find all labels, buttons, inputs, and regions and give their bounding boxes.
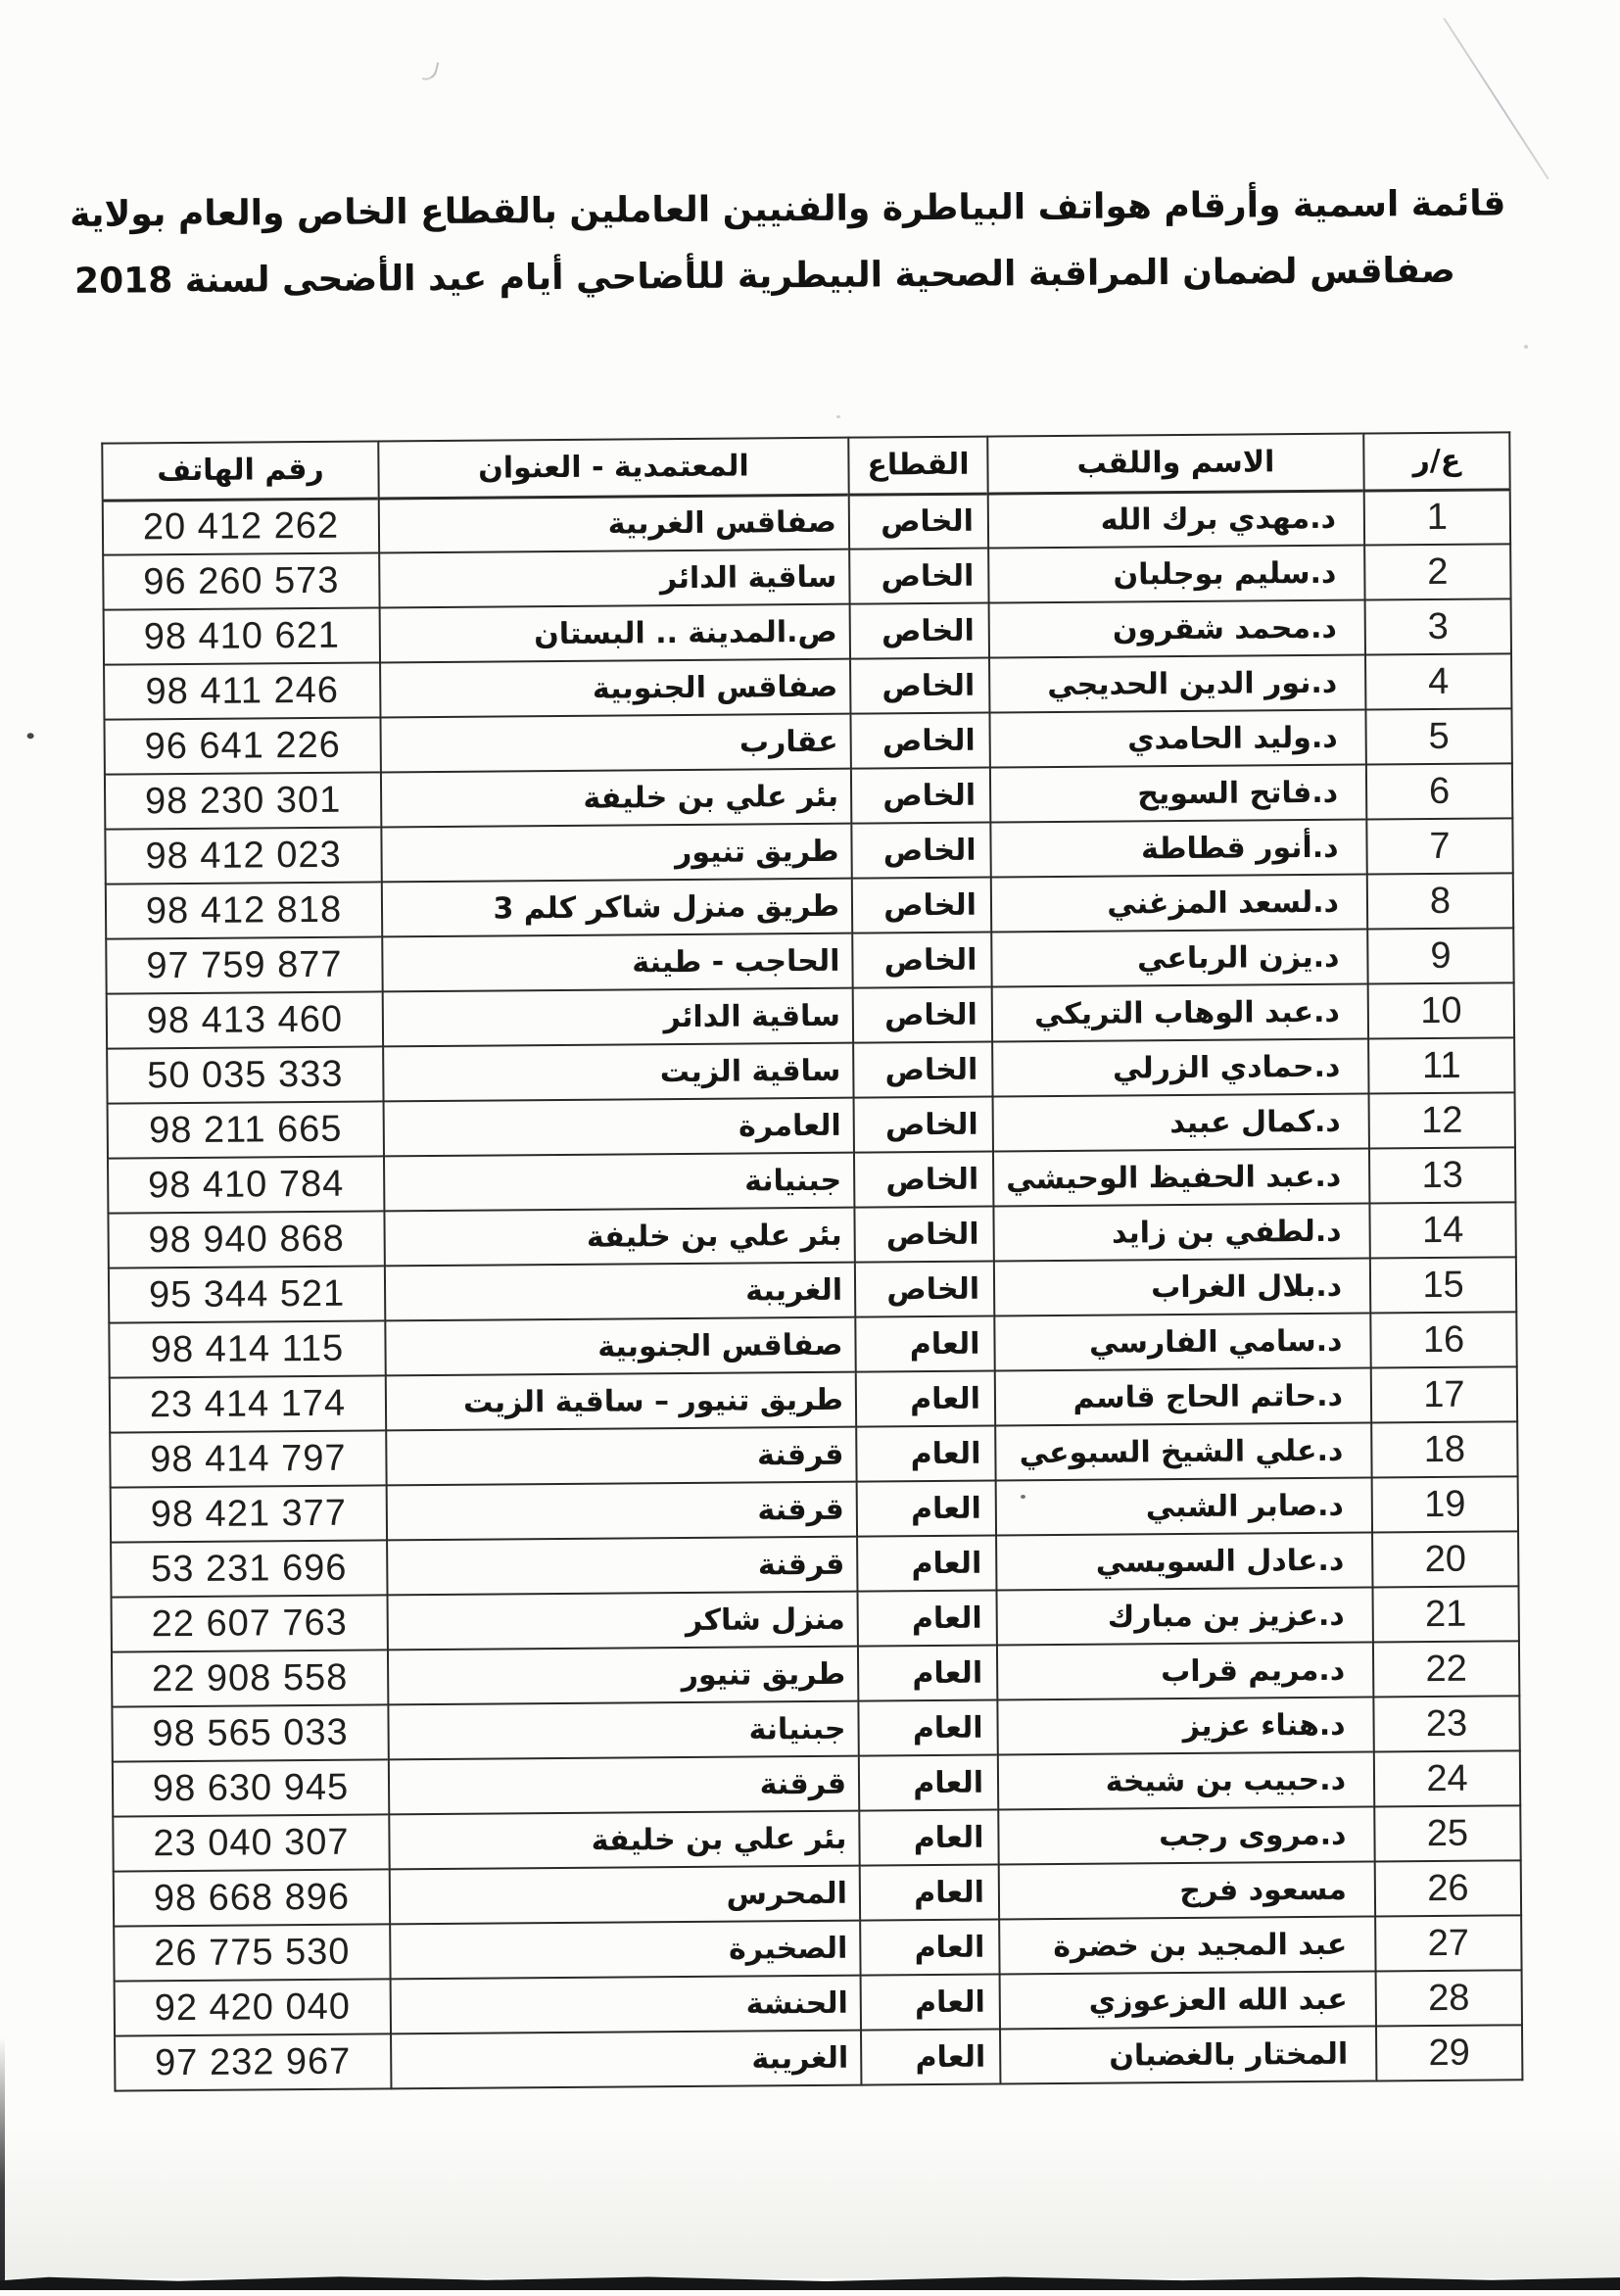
- cell-sector: الخاص: [854, 1207, 993, 1263]
- cell-index: 22: [1373, 1641, 1519, 1697]
- cell-address: ص.المدينة .. البستان: [380, 604, 850, 663]
- cell-address: قرقنة: [389, 1756, 859, 1815]
- cell-index: 20: [1372, 1531, 1518, 1587]
- cell-phone: 98 412 818: [106, 882, 382, 938]
- cell-index: 16: [1370, 1312, 1516, 1367]
- cell-name: د.كمال عبيد: [993, 1094, 1369, 1152]
- cell-phone: 20 412 262: [103, 498, 379, 554]
- cell-address: جبنيانة: [384, 1153, 854, 1212]
- document-title: [69, 170, 1506, 314]
- cell-sector: العام: [859, 1810, 998, 1866]
- cell-index: 11: [1368, 1037, 1514, 1093]
- cell-address: العامرة: [384, 1098, 854, 1157]
- cell-name: د.حمادي الزرلي: [992, 1039, 1368, 1097]
- cell-name: د.محمد شقرون: [989, 600, 1365, 658]
- cell-sector: العام: [855, 1316, 994, 1372]
- cell-sector: العام: [857, 1481, 996, 1537]
- cell-phone: 98 565 033: [112, 1704, 388, 1761]
- header-name: الاسم واللقب: [987, 434, 1363, 494]
- scan-speck: [1524, 345, 1528, 349]
- cell-sector: الخاص: [851, 823, 990, 879]
- cell-sector: العام: [858, 1700, 997, 1756]
- cell-sector: الخاص: [849, 494, 988, 550]
- cell-name: د.نور الدين الحديجي: [989, 655, 1365, 713]
- cell-address: طريق تنيور: [381, 824, 851, 883]
- cell-index: 17: [1371, 1366, 1517, 1422]
- cell-sector: الخاص: [854, 1152, 993, 1208]
- header-sector: القطاع: [848, 437, 987, 495]
- cell-name: د.سليم بوجلبان: [988, 546, 1364, 603]
- cell-sector: العام: [856, 1371, 995, 1427]
- cell-index: 14: [1369, 1202, 1515, 1258]
- cell-sector: العام: [857, 1591, 996, 1647]
- cell-name: د.صابر الشبي: [996, 1478, 1372, 1536]
- cell-phone: 98 412 023: [105, 827, 381, 884]
- cell-address: صفاقس الجنوبية: [380, 659, 850, 718]
- cell-name: د.وليد الحامدي: [989, 710, 1365, 768]
- cell-index: 21: [1372, 1586, 1518, 1642]
- cell-phone: 98 413 460: [107, 991, 383, 1048]
- cell-name: عبد المجيد بن خضرة: [999, 1916, 1375, 1974]
- cell-sector: العام: [861, 2030, 1000, 2085]
- cell-sector: العام: [856, 1426, 995, 1482]
- cell-index: 3: [1365, 598, 1511, 654]
- cell-index: 23: [1373, 1696, 1519, 1751]
- cell-index: 15: [1370, 1257, 1516, 1313]
- cell-name: د.هناء عزيز: [997, 1698, 1373, 1755]
- cell-address: بئر علي بن خليفة: [381, 769, 851, 828]
- cell-index: 13: [1369, 1147, 1515, 1203]
- cell-phone: 98 411 246: [104, 662, 380, 719]
- cell-name: د.حبيب بن شيخة: [998, 1752, 1374, 1810]
- cell-phone: 96 260 573: [103, 552, 379, 609]
- title-line-2: صفاقس لضمان المراقبة الصحية البيطرية للأضاحي أيام عيد الأضحى لسنة 2018: [73, 250, 1455, 302]
- cell-index: 8: [1367, 873, 1513, 929]
- header-index: ع/ر: [1363, 432, 1509, 490]
- cell-sector: الخاص: [853, 987, 992, 1043]
- cell-index: 1: [1364, 489, 1510, 545]
- cell-index: 24: [1374, 1750, 1520, 1806]
- cell-name: د.لسعد المزغني: [991, 875, 1367, 933]
- cell-address: قرقنة: [387, 1482, 857, 1541]
- cell-address: قرقنة: [387, 1537, 857, 1596]
- cell-index: 25: [1374, 1805, 1520, 1861]
- cell-phone: 98 230 301: [105, 772, 381, 829]
- cell-sector: الخاص: [850, 713, 989, 769]
- ink-dot-artifact: [27, 733, 34, 739]
- cell-name: د.سامي الفارسي: [994, 1314, 1370, 1371]
- cell-sector: الخاص: [849, 549, 988, 604]
- cell-name: مسعود فرج: [999, 1861, 1375, 1919]
- cell-address: عقارب: [380, 714, 850, 773]
- cell-name: د.علي الشيخ السبوعي: [995, 1423, 1371, 1481]
- cell-address: بئر علي بن خليفة: [384, 1208, 854, 1267]
- cell-name: د.مروى رجب: [998, 1806, 1374, 1864]
- cell-index: 28: [1376, 1970, 1522, 2026]
- cell-phone: 53 231 696: [111, 1540, 387, 1597]
- cell-phone: 23 040 307: [113, 1814, 389, 1871]
- cell-index: 12: [1369, 1092, 1515, 1148]
- cell-sector: العام: [860, 1920, 999, 1976]
- cell-address: الصخيرة: [390, 1921, 860, 1980]
- cell-address: صفاقس الغربية: [379, 495, 849, 553]
- cell-address: الغريبة: [391, 2031, 861, 2089]
- cell-sector: الخاص: [854, 1097, 993, 1153]
- cell-address: ساقية الزيت: [383, 1043, 853, 1102]
- cell-index: 5: [1365, 708, 1511, 764]
- cell-name: المختار بالغضبان: [1000, 2026, 1376, 2083]
- cell-sector: العام: [861, 1975, 1000, 2031]
- cell-address: طريق تنيور: [388, 1647, 858, 1705]
- header-address: المعتمدية - العنوان: [378, 438, 848, 499]
- cell-phone: 23 414 174: [110, 1375, 386, 1432]
- cell-phone: 97 232 967: [115, 2033, 391, 2090]
- cell-index: 2: [1364, 544, 1510, 599]
- cell-phone: 22 607 763: [112, 1595, 388, 1651]
- veterinarians-table: [101, 431, 1523, 2091]
- cell-index: 7: [1366, 818, 1512, 874]
- cell-phone: 22 908 558: [112, 1650, 388, 1706]
- cell-name: د.لطفي بن زايد: [993, 1204, 1369, 1262]
- cell-index: 18: [1371, 1421, 1517, 1477]
- cell-name: د.عبد الحفيظ الوحيشي: [993, 1149, 1369, 1207]
- cell-address: جبنيانة: [388, 1701, 858, 1760]
- cell-sector: العام: [858, 1646, 997, 1701]
- table-body: [103, 489, 1523, 2090]
- cell-sector: العام: [859, 1755, 998, 1811]
- cell-name: د.مهدي برك الله: [988, 491, 1364, 549]
- cell-index: 19: [1372, 1476, 1518, 1532]
- cell-address: طريق منزل شاكر كلم 3: [382, 879, 852, 937]
- cell-address: منزل شاكر: [388, 1592, 858, 1650]
- cell-address: ساقية الدائر: [383, 988, 853, 1047]
- cell-phone: 98 940 868: [108, 1211, 384, 1268]
- cell-phone: 98 414 797: [110, 1430, 386, 1487]
- cell-phone: 97 759 877: [106, 936, 382, 993]
- cell-name: د.عزيز بن مبارك: [996, 1588, 1372, 1646]
- cell-name: د.فاتح السويح: [990, 765, 1366, 823]
- cell-address: بئر علي بن خليفة: [389, 1811, 859, 1870]
- cell-address: طريق تنيور – ساقية الزيت: [386, 1372, 856, 1431]
- cell-address: قرقنة: [386, 1427, 856, 1486]
- cell-address: الحاجب - طينة: [382, 933, 852, 992]
- cell-index: 10: [1368, 982, 1514, 1038]
- cell-index: 6: [1366, 763, 1512, 819]
- cell-phone: 98 211 665: [108, 1101, 384, 1158]
- cell-sector: الخاص: [855, 1262, 994, 1317]
- cell-sector: العام: [860, 1865, 999, 1921]
- cell-address: ساقية الدائر: [379, 550, 849, 608]
- cell-name: د.يزن الرباعي: [991, 930, 1367, 987]
- scan-left-edge: [0, 2037, 5, 2290]
- cell-sector: الخاص: [851, 768, 990, 824]
- cell-sector: الخاص: [850, 603, 989, 659]
- cell-name: د.عبد الوهاب التريكي: [992, 984, 1368, 1042]
- cell-phone: 98 410 621: [104, 607, 380, 664]
- cell-name: د.مريم قراب: [997, 1643, 1373, 1700]
- cell-sector: الخاص: [850, 658, 989, 714]
- cell-address: صفاقس الجنوبية: [385, 1317, 855, 1376]
- cell-phone: 98 421 377: [111, 1485, 387, 1542]
- title-line-1: قائمة اسمية وأرقام هواتف البياطرة والفنيين العاملين بالقطاع الخاص والعام بولاية: [69, 183, 1506, 235]
- cell-phone: 98 668 896: [114, 1869, 390, 1926]
- cell-phone: 26 775 530: [114, 1924, 390, 1981]
- cell-name: د.حاتم الحاج قاسم: [995, 1368, 1371, 1426]
- cell-name: د.عادل السويسي: [996, 1533, 1372, 1591]
- cell-index: 26: [1375, 1860, 1521, 1916]
- table-row: [115, 2025, 1522, 2090]
- cell-name: د.أنور قطاطة: [990, 820, 1366, 878]
- cell-index: 4: [1365, 653, 1511, 709]
- cell-phone: 98 414 115: [109, 1320, 385, 1377]
- cell-index: 29: [1376, 2025, 1522, 2081]
- cell-index: 9: [1367, 928, 1513, 983]
- scan-speck: [1021, 1495, 1025, 1499]
- cell-index: 27: [1375, 1915, 1521, 1971]
- cell-address: الغريبة: [385, 1263, 855, 1321]
- cell-name: عبد الله العزعوزي: [1000, 1971, 1376, 2029]
- cell-phone: 98 630 945: [113, 1759, 389, 1816]
- cell-phone: 96 641 226: [104, 717, 380, 774]
- cell-sector: الخاص: [853, 1042, 992, 1098]
- scan-speck: [836, 415, 840, 418]
- cell-sector: الخاص: [852, 878, 991, 933]
- cell-phone: 95 344 521: [109, 1266, 385, 1322]
- cell-sector: الخاص: [852, 933, 991, 988]
- cell-phone: 98 410 784: [108, 1156, 384, 1213]
- cell-sector: العام: [857, 1536, 996, 1592]
- cell-name: د.بلال الغراب: [994, 1259, 1370, 1316]
- header-phone: رقم الهاتف: [102, 441, 378, 500]
- cell-address: المحرس: [390, 1866, 860, 1925]
- cell-phone: 92 420 040: [115, 1979, 391, 2035]
- cell-address: الحنشة: [391, 1976, 861, 2034]
- cell-phone: 50 035 333: [107, 1046, 383, 1103]
